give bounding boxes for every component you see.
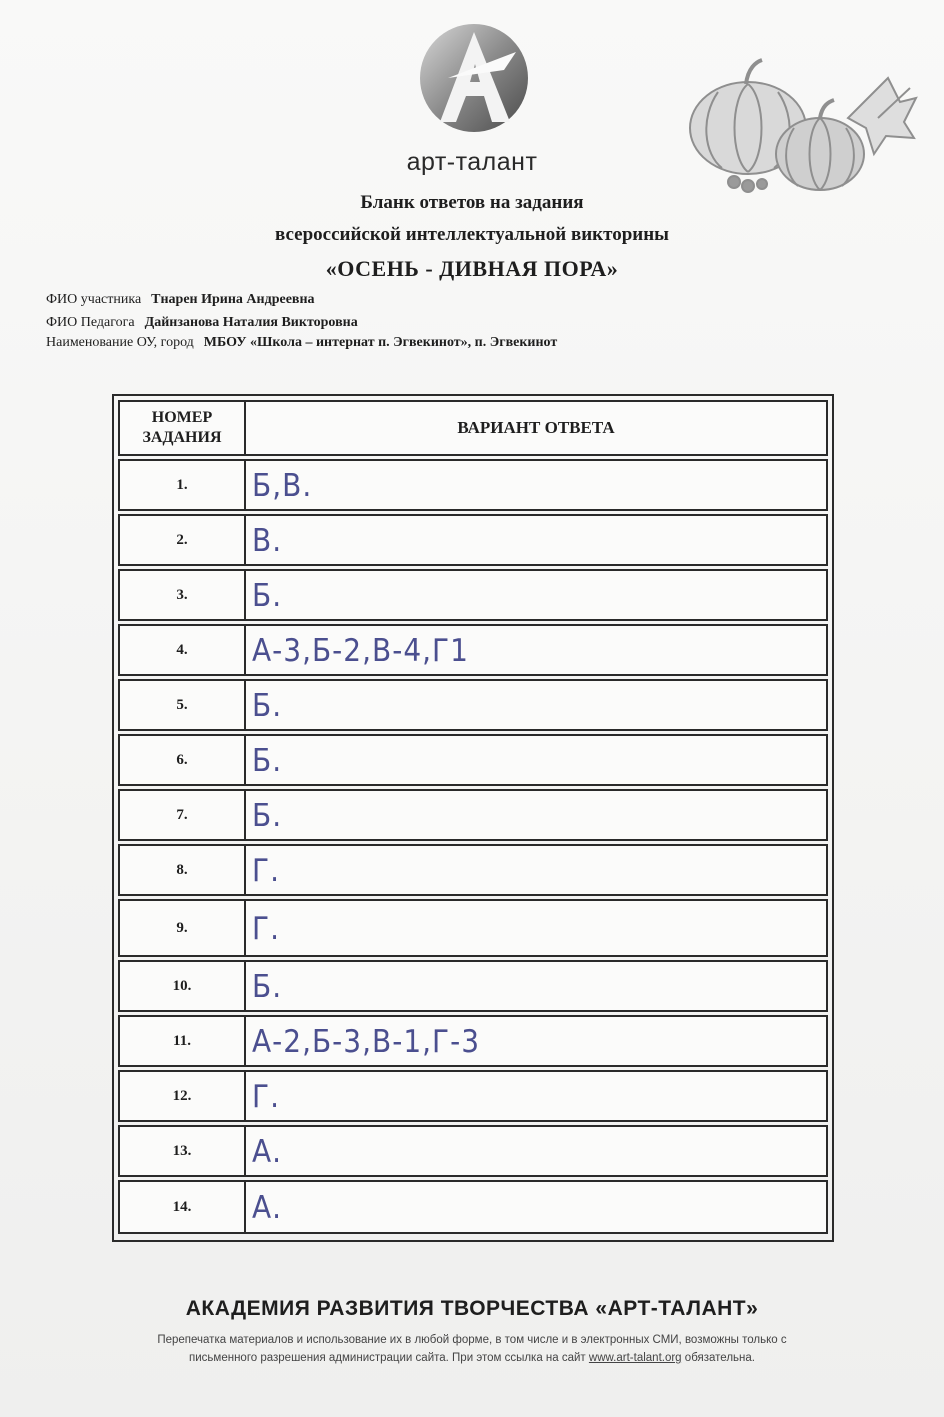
footer-note-line2 [70,1349,874,1367]
table-row [118,960,828,1012]
table-header-row [118,400,828,456]
school-name: МБОУ «Школа – интернат п. Эгвекинот», п. Эгвекинот [203,335,558,350]
participant-line [46,292,315,308]
quiz-name: «ОСЕНЬ - ДИВНАЯ ПОРА» [325,256,619,281]
brand-name: арт-талант [406,148,538,176]
task-number: 8. [120,846,246,894]
handwritten-answer: Б. [252,967,283,1005]
task-number: 14. [120,1182,246,1232]
footer-title: АКАДЕМИЯ РАЗВИТИЯ ТВОРЧЕСТВА «АРТ-ТАЛАНТ» [185,1297,759,1320]
table-row [118,844,828,896]
art-talant-logo [418,18,530,140]
column-header-number-line1: НОМЕР [151,409,213,426]
handwritten-answer: Г. [252,1077,280,1115]
task-number: 9. [120,901,246,955]
table-row [118,679,828,731]
handwritten-answer: Г. [252,909,280,947]
table-row [118,734,828,786]
participant-label: ФИО участника [46,292,142,307]
column-header-number-line2: ЗАДАНИЯ [142,429,222,446]
table-row [118,1070,828,1122]
task-number: 6. [120,736,246,784]
footer-note-end: обязательна. [684,1352,755,1364]
handwritten-answer: А. [252,1132,283,1170]
footer-note-text: письменного разрешения администрации сайта. При этом ссылка на сайт [189,1352,586,1364]
column-header-answer: ВАРИАНТ ОТВЕТА [457,418,615,437]
task-number: 13. [120,1127,246,1175]
table-row [118,569,828,621]
footer-note-line1: Перепечатка материалов и использование их в любой форме, в том числе и в электронных СМИ, возможны только с [157,1334,787,1346]
handwritten-answer: А. [252,1188,283,1226]
column-header-number [120,402,246,454]
table-row [118,1180,828,1234]
task-number: 4. [120,626,246,674]
handwritten-answer: Б. [252,576,283,614]
teacher-name: Дайнзанова Наталия Викторовна [144,315,358,330]
site-link[interactable]: www.art-talant.org [588,1352,682,1364]
handwritten-answer: Б. [252,741,283,779]
handwritten-answer: Б. [252,796,283,834]
handwritten-answer: Б. [252,686,283,724]
school-label: Наименование ОУ, город [46,335,194,350]
sheet-subtitle: всероссийской интеллектуальной викторины [275,224,669,245]
footer-copyright-note [70,1331,874,1367]
handwritten-answer: Б,В. [252,466,313,504]
task-number: 1. [120,461,246,509]
table-row [118,459,828,511]
pumpkin-illustration [678,58,918,198]
task-number: 10. [120,962,246,1010]
task-number: 3. [120,571,246,619]
sheet-title: Бланк ответов на задания [360,192,584,213]
task-number: 5. [120,681,246,729]
task-number: 7. [120,791,246,839]
task-number: 2. [120,516,246,564]
handwritten-answer: В. [252,521,283,559]
handwritten-answer: А-2,Б-3,В-1,Г-3 [252,1022,481,1060]
table-row [118,1015,828,1067]
handwritten-answer: Г. [252,851,280,889]
teacher-line [46,315,358,331]
handwritten-answer: А-3,Б-2,В-4,Г1 [252,631,469,669]
task-number: 11. [120,1017,246,1065]
table-row [118,514,828,566]
task-number: 12. [120,1072,246,1120]
table-row [118,789,828,841]
teacher-label: ФИО Педагога [46,315,135,330]
table-row [118,1125,828,1177]
school-line [46,335,557,351]
participant-name: Тнарен Ирина Андреевна [151,292,315,307]
table-row [118,899,828,957]
table-row [118,624,828,676]
